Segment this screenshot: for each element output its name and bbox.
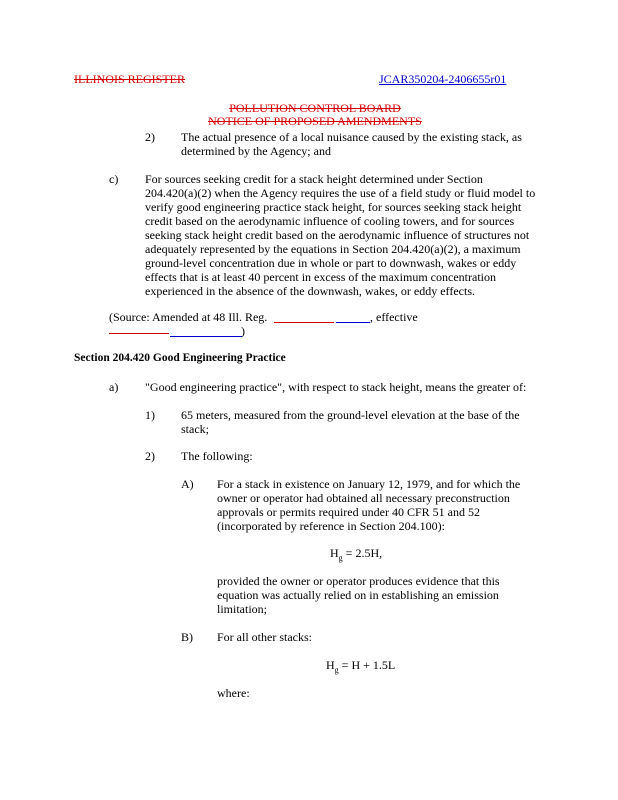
item-a2-text: The following: — [181, 449, 253, 463]
item-B-text: For all other stacks: — [217, 630, 312, 644]
item-c-line: experienced in the absence of the downwash, wakes, or eddy effects. — [145, 284, 475, 298]
item-a1-label: 1) — [145, 408, 155, 422]
equation-B-rhs: = H + 1.5L — [338, 658, 396, 672]
equation-B-subscript: g — [334, 665, 339, 675]
source-close: ) — [241, 324, 245, 338]
register-title: ILLINOIS REGISTER — [74, 72, 185, 86]
item-c-line: effects that is at least 40 percent in excess of the maximum concentration — [145, 270, 496, 284]
notice-title: NOTICE OF PROPOSED AMENDMENTS — [208, 114, 422, 128]
item-2-line-2: determined by the Agency; and — [181, 144, 331, 158]
source-page-blank — [336, 322, 370, 323]
source-date-blank-blue — [170, 336, 242, 337]
equation-A-subscript: g — [338, 553, 343, 563]
item-a-label: a) — [109, 380, 119, 394]
item-A-label: A) — [181, 477, 194, 491]
item-B-label: B) — [181, 630, 193, 644]
item-2-label: 2) — [145, 130, 155, 144]
item-A-after — [217, 574, 500, 616]
source-prefix: (Source: Amended at 48 Ill. Reg. — [109, 310, 268, 324]
equation-A — [330, 546, 382, 562]
item-c-line: verify good engineering practice stack height, for sources seeking stack height — [145, 200, 522, 214]
item-a-text: "Good engineering practice", with respect to stack height, means the greater of: — [145, 380, 527, 394]
item-A-line: (incorporated by reference in Section 204.100): — [217, 519, 445, 533]
item-A-line: For a stack in existence on January 12, 1979, and for which the — [217, 477, 521, 491]
item-c-line: 204.420(a)(2) when the Agency requires the use of a field study or fluid model to — [145, 186, 536, 200]
item-A-line: approvals or permits required under 40 CFR 51 and 52 — [217, 505, 480, 519]
item-A-after-line: equation was actually relied on in establishing an emission — [217, 588, 499, 602]
document-id: JCAR350204-2406655r01 — [379, 72, 507, 86]
equation-B — [326, 658, 395, 674]
item-2-text — [181, 130, 522, 158]
source-register-blank — [274, 322, 334, 323]
item-c-text — [145, 172, 535, 298]
item-A-after-line: provided the owner or operator produces evidence that this — [217, 574, 500, 588]
source-effective: , effective — [370, 310, 418, 324]
board-title: POLLUTION CONTROL BOARD — [229, 101, 401, 115]
item-A-line: owner or operator had obtained all necessary preconstruction — [217, 491, 510, 505]
equation-A-lhs: H — [330, 546, 339, 560]
equation-B-lhs: H — [326, 658, 335, 672]
item-A-after-line: limitation; — [217, 602, 267, 616]
item-A-text — [217, 477, 520, 533]
item-a2-label: 2) — [145, 449, 155, 463]
item-c-line: adequately represented by the equations in Section 204.420(a)(2), a maximum — [145, 242, 521, 256]
item-c-label: c) — [109, 172, 119, 186]
item-a1-line-1: 65 meters, measured from the ground-level elevation at the base of the — [181, 408, 520, 422]
item-c-line: credit based on the aerodynamic influence of cooling towers, and for sources — [145, 214, 515, 228]
item-2-line-1: The actual presence of a local nuisance caused by the existing stack, as — [181, 130, 522, 144]
item-c-line: ground-level concentration due in whole or part to downwash, wakes or eddy — [145, 256, 517, 270]
item-c-line: seeking stack height credit based on the aerodynamic influence of structures not — [145, 228, 530, 242]
equation-A-rhs: = 2.5H, — [342, 546, 383, 560]
item-c-line: For sources seeking credit for a stack height determined under Section — [145, 172, 483, 186]
section-heading: Section 204.420 Good Engineering Practice — [74, 352, 286, 364]
item-a1-line-2: stack; — [181, 422, 209, 436]
item-B-where: where: — [217, 686, 250, 700]
source-date-blank-red — [109, 333, 169, 334]
item-a1-text — [181, 408, 520, 436]
